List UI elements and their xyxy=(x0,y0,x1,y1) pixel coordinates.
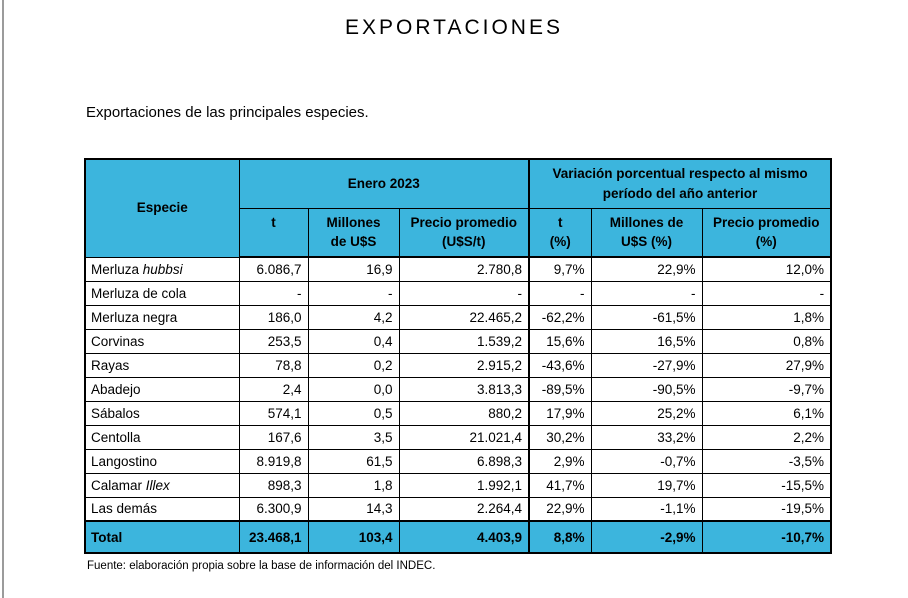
col-group-variacion: Variación porcentual respecto al mismo período del año anterior xyxy=(529,159,831,208)
species-name: Rayas xyxy=(91,357,130,373)
species-name-cell xyxy=(85,449,239,473)
species-name-cell xyxy=(85,305,239,329)
value-cell: 0,0 xyxy=(308,377,399,401)
page-title: EXPORTACIONES xyxy=(345,16,563,39)
exports-table-container xyxy=(84,158,832,554)
header-group-row xyxy=(85,159,831,208)
col-header-precio xyxy=(399,208,529,257)
species-name: Merluza de cola xyxy=(91,285,187,301)
species-name: Calamar xyxy=(91,477,143,493)
table-row xyxy=(85,281,831,305)
value-cell: -27,9% xyxy=(591,353,702,377)
value-cell: 22,9% xyxy=(591,257,702,281)
col-group-enero-2023: Enero 2023 xyxy=(239,159,529,208)
value-cell: 3.813,3 xyxy=(399,377,529,401)
table-row xyxy=(85,329,831,353)
value-cell: 0,8% xyxy=(702,329,831,353)
value-cell: - xyxy=(591,281,702,305)
col-header-line2: (%) xyxy=(755,234,777,250)
total-value-cell: 103,4 xyxy=(308,521,399,553)
value-cell: 4,2 xyxy=(308,305,399,329)
source-note: Fuente: elaboración propia sobre la base de información del INDEC. xyxy=(87,560,436,572)
value-cell: 19,7% xyxy=(591,473,702,497)
value-cell: -62,2% xyxy=(529,305,591,329)
table-row xyxy=(85,353,831,377)
value-cell: -3,5% xyxy=(702,449,831,473)
value-cell: 3,5 xyxy=(308,425,399,449)
col-header-var-millones xyxy=(591,208,702,257)
value-cell: 30,2% xyxy=(529,425,591,449)
species-name: Centolla xyxy=(91,429,141,445)
col-header-line1: Precio promedio xyxy=(410,215,518,231)
table-row xyxy=(85,425,831,449)
value-cell: 1.539,2 xyxy=(399,329,529,353)
value-cell: 8.919,8 xyxy=(239,449,308,473)
value-cell: 12,0% xyxy=(702,257,831,281)
value-cell: -61,5% xyxy=(591,305,702,329)
col-header-line2: (%) xyxy=(549,234,571,250)
value-cell: 9,7% xyxy=(529,257,591,281)
col-header-line2: U$S (%) xyxy=(621,234,673,250)
species-name-cell xyxy=(85,377,239,401)
value-cell: - xyxy=(702,281,831,305)
value-cell: 880,2 xyxy=(399,401,529,425)
value-cell: 6.898,3 xyxy=(399,449,529,473)
value-cell: 2.264,4 xyxy=(399,497,529,521)
value-cell: 0,4 xyxy=(308,329,399,353)
species-name-latin: hubbsi xyxy=(142,261,183,277)
species-name-cell xyxy=(85,329,239,353)
value-cell: -1,1% xyxy=(591,497,702,521)
value-cell: 167,6 xyxy=(239,425,308,449)
total-value-cell: 23.468,1 xyxy=(239,521,308,553)
value-cell: 2,4 xyxy=(239,377,308,401)
value-cell: 1,8 xyxy=(308,473,399,497)
col-header-line2: de U$S xyxy=(330,234,377,250)
col-header-var-precio xyxy=(702,208,831,257)
value-cell: 22.465,2 xyxy=(399,305,529,329)
value-cell: 21.021,4 xyxy=(399,425,529,449)
value-cell: - xyxy=(308,281,399,305)
species-name: Corvinas xyxy=(91,333,145,349)
species-name-cell xyxy=(85,497,239,521)
table-row xyxy=(85,305,831,329)
value-cell: 78,8 xyxy=(239,353,308,377)
value-cell: 33,2% xyxy=(591,425,702,449)
table-row xyxy=(85,401,831,425)
value-cell: 253,5 xyxy=(239,329,308,353)
value-cell: 0,2 xyxy=(308,353,399,377)
value-cell: 14,3 xyxy=(308,497,399,521)
species-name-cell xyxy=(85,281,239,305)
col-header-especie: Especie xyxy=(85,159,239,257)
total-value-cell: 4.403,9 xyxy=(399,521,529,553)
species-name-cell xyxy=(85,353,239,377)
col-header-line2 xyxy=(244,232,304,251)
species-name-latin: Illex xyxy=(145,477,170,493)
table-footer xyxy=(85,521,831,553)
value-cell: 574,1 xyxy=(239,401,308,425)
value-cell: -15,5% xyxy=(702,473,831,497)
species-name-cell xyxy=(85,425,239,449)
exports-table xyxy=(84,158,832,554)
col-header-line1: Millones xyxy=(326,215,381,231)
value-cell: 2.780,8 xyxy=(399,257,529,281)
value-cell: 15,6% xyxy=(529,329,591,353)
value-cell: -89,5% xyxy=(529,377,591,401)
value-cell: - xyxy=(239,281,308,305)
value-cell: 25,2% xyxy=(591,401,702,425)
section-caption: Exportaciones de las principales especies. xyxy=(86,104,369,121)
value-cell: 16,9 xyxy=(308,257,399,281)
value-cell: 41,7% xyxy=(529,473,591,497)
species-name: Abadejo xyxy=(91,381,141,397)
value-cell: 22,9% xyxy=(529,497,591,521)
table-row xyxy=(85,449,831,473)
value-cell: 1,8% xyxy=(702,305,831,329)
value-cell: 2.915,2 xyxy=(399,353,529,377)
col-header-var-t xyxy=(529,208,591,257)
value-cell: 2,9% xyxy=(529,449,591,473)
value-cell: 16,5% xyxy=(591,329,702,353)
species-name-cell xyxy=(85,257,239,281)
value-cell: 6,1% xyxy=(702,401,831,425)
value-cell: -90,5% xyxy=(591,377,702,401)
value-cell: 186,0 xyxy=(239,305,308,329)
table-body xyxy=(85,257,831,521)
col-header-line1: t xyxy=(271,215,276,231)
table-row xyxy=(85,473,831,497)
total-label-cell: Total xyxy=(85,521,239,553)
page-edge-line xyxy=(2,0,4,598)
value-cell: 17,9% xyxy=(529,401,591,425)
table-row xyxy=(85,257,831,281)
value-cell: -43,6% xyxy=(529,353,591,377)
value-cell: 0,5 xyxy=(308,401,399,425)
total-value-cell: -10,7% xyxy=(702,521,831,553)
table-row xyxy=(85,377,831,401)
col-header-millones xyxy=(308,208,399,257)
value-cell: 6.086,7 xyxy=(239,257,308,281)
value-cell: -19,5% xyxy=(702,497,831,521)
value-cell: 898,3 xyxy=(239,473,308,497)
species-name: Las demás xyxy=(91,501,158,517)
value-cell: - xyxy=(399,281,529,305)
total-value-cell: 8,8% xyxy=(529,521,591,553)
total-value-cell: -2,9% xyxy=(591,521,702,553)
species-name-cell xyxy=(85,401,239,425)
value-cell: 2,2% xyxy=(702,425,831,449)
table-row xyxy=(85,497,831,521)
species-name: Sábalos xyxy=(91,405,140,421)
col-header-line1: Precio promedio xyxy=(713,215,820,231)
col-header-line1: t xyxy=(558,215,563,231)
species-name: Langostino xyxy=(91,453,158,469)
value-cell: 6.300,9 xyxy=(239,497,308,521)
total-row xyxy=(85,521,831,553)
value-cell: -0,7% xyxy=(591,449,702,473)
col-header-line2: (U$S/t) xyxy=(442,234,486,250)
value-cell: 1.992,1 xyxy=(399,473,529,497)
value-cell: 61,5 xyxy=(308,449,399,473)
col-header-t xyxy=(239,208,308,257)
value-cell: 27,9% xyxy=(702,353,831,377)
species-name: Merluza negra xyxy=(91,309,178,325)
species-name-cell xyxy=(85,473,239,497)
value-cell: -9,7% xyxy=(702,377,831,401)
species-name: Merluza xyxy=(91,261,140,277)
table-header xyxy=(85,159,831,257)
value-cell: - xyxy=(529,281,591,305)
col-header-line1: Millones de xyxy=(609,215,684,231)
